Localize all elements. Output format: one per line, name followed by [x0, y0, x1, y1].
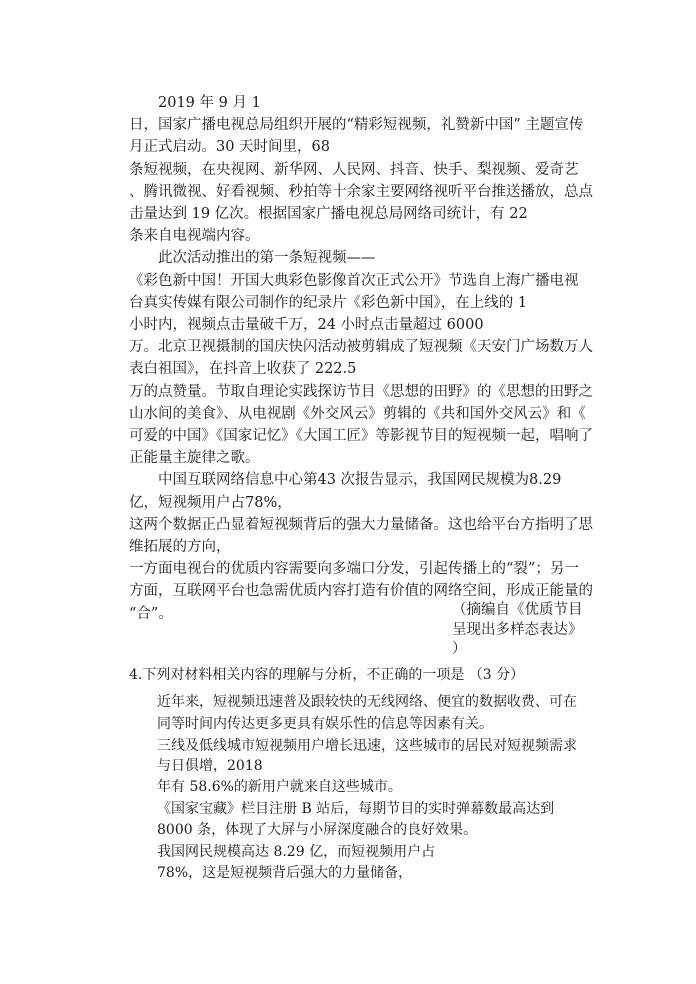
option-line: 三线及低线城市短视频用户增长迅速，这些城市的居民对短视频需求: [157, 738, 577, 754]
passage-line: 《彩色新中国！开国大典彩色影像首次正式公开》节选自上海广播电视: [129, 272, 579, 289]
passage-line: 小时内，视频点击量破千万，24 小时点击量超过 6000: [129, 317, 484, 333]
option-line: 78%，这是短视频背后强大的力量储备，: [157, 865, 413, 881]
passage-line: 一方面电视台的优质内容需要向多端口分发，引起传播上的“裂”；另一: [129, 561, 579, 578]
passage-line: 2019 年 9 月 1: [158, 95, 261, 111]
passage-line: 、腾讯微视、好看视频、秒拍等十余家主要网络视听平台推送播放，总点: [129, 183, 593, 200]
passage-line: 正能量主旋律之歌。: [129, 450, 260, 467]
passage-line: 亿，短视频用户占78%，: [129, 494, 292, 511]
passage-line: 此次活动推出的第一条短视频——: [158, 250, 376, 267]
option-line: 同等时间内传达更多更具有娱乐性的信息等因素有关。: [157, 716, 493, 732]
passage-line: 条短视频，在央视网、新华网、人民网、抖音、快手、梨视频、爱奇艺: [129, 161, 579, 178]
passage-line: 台真实传媒有限公司制作的纪录片《彩色新中国》，在上线的 1: [129, 294, 528, 311]
passage-line: 条来自电视端内容。: [129, 228, 260, 245]
passage-line: 击量达到 19 亿次。根据国家广播电视总局网络司统计，有 22: [129, 206, 528, 222]
passage-line: 这两个数据正凸显着短视频背后的强大力量储备。这也给平台方指明了思: [129, 516, 593, 533]
passage-line: 万的点赞量。节取自理论实践探访节目《思想的田野》的《思想的田野之: [129, 383, 593, 400]
option-line: 年有 58.6%的新用户就来自这些城市。: [157, 779, 402, 795]
passage-line: 日，国家广播电视总局组织开展的“精彩短视频，礼赞新中国” 主题宣传: [129, 117, 584, 134]
passage-line: “合”。: [129, 605, 173, 622]
passage-line: 表白祖国》，在抖音上收获了 222.5: [129, 361, 357, 378]
passage-line: 山水间的美食》、从电视剧《外交风云》剪辑的《共和国外交风云》和《: [129, 405, 586, 422]
passage-line: 万。北京卫视摄制的国庆快闪活动被剪辑成了短视频《天安门广场数万人: [129, 339, 593, 356]
passage-line: 月正式启动。30 天时间里，68: [129, 139, 331, 156]
passage-line: 中国互联网络信息中心第43 次报告显示，我国网民规模为8.29: [158, 472, 562, 489]
source-citation-line: （摘编自《优质节目: [452, 602, 583, 618]
passage-line: 维拓展的方向，: [129, 539, 231, 555]
passage-line: 方面，互联网平台也急需优质内容打造有价值的网络空间，形成正能量的: [129, 583, 593, 600]
option-line: 与日俱增，2018: [157, 758, 263, 774]
question-stem: 4.下列对材料相关内容的理解与分析，不正确的一项是 （3 分）: [129, 667, 525, 683]
source-citation-line: 呈现出多样态表达》: [452, 621, 583, 638]
option-line: 近年来，短视频迅速普及跟较快的无线网络、便宜的数据收费、可在: [157, 694, 577, 710]
option-line: 8000 条，体现了大屏与小屏深度融合的良好效果。: [157, 822, 478, 838]
source-citation-line: ）: [452, 641, 467, 657]
option-line: 我国网民规模高达 8.29 亿，而短视频用户占: [157, 844, 436, 860]
option-line: 《国家宝藏》栏目注册 B 站后，每期节目的实时弹幕数最高达到: [157, 801, 555, 817]
passage-line: 可爱的中国》《国家记忆》《大国工匠》等影视节目的短视频一起，唱响了: [129, 428, 593, 444]
